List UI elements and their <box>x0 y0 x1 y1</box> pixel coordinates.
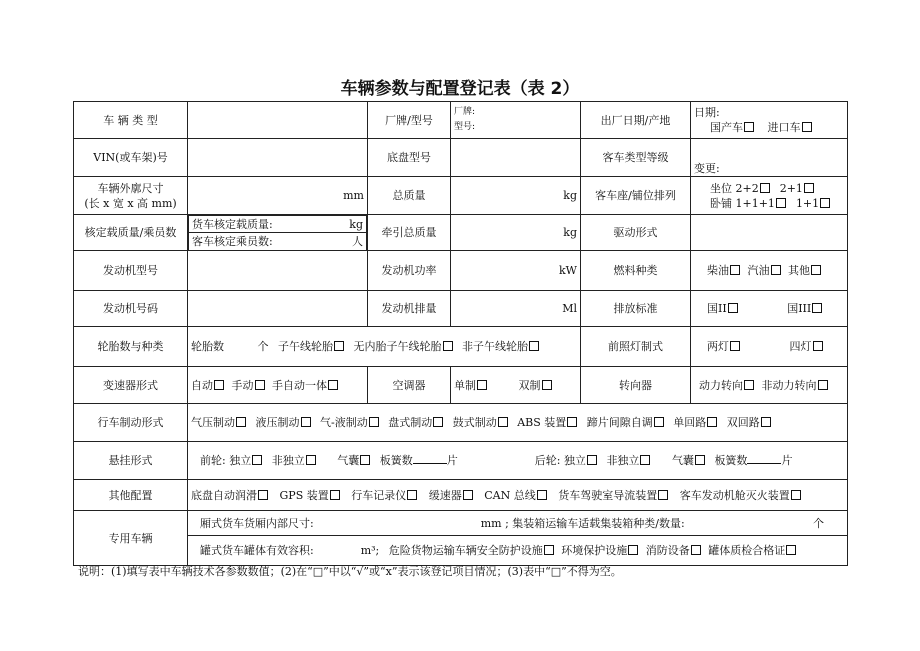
front-indep-label: 独立 <box>229 454 252 467</box>
lube-label: 底盘自动润滑 <box>191 488 257 502</box>
danger-goods-label: 危险货物运输车辆安全防护设施 <box>388 544 543 557</box>
checkbox-icon[interactable] <box>587 455 597 465</box>
gasoline-label: 汽油 <box>747 264 770 277</box>
bus-class-field[interactable] <box>691 139 848 177</box>
can-label: CAN 总线 <box>484 488 536 502</box>
checkbox-icon[interactable] <box>760 183 770 193</box>
airhyd-brake-label: 气-液制动 <box>320 416 368 429</box>
drive-field[interactable] <box>691 215 848 251</box>
power-steering-label: 动力转向 <box>699 378 743 392</box>
label-chassis: 底盘型号 <box>368 139 451 177</box>
checkbox-icon[interactable] <box>707 417 717 427</box>
checkbox-icon[interactable] <box>567 417 577 427</box>
box-size-label: 厢式货车货厢内部尺寸: <box>200 516 314 530</box>
front-leaf-label: 板簧数 <box>379 454 413 467</box>
chassis-field[interactable] <box>451 139 581 177</box>
total-mass-field[interactable] <box>451 177 581 215</box>
ac-field <box>451 367 581 404</box>
label-brand-model: 厂牌/型号 <box>368 102 451 139</box>
checkbox-icon[interactable] <box>334 341 344 351</box>
checkbox-icon[interactable] <box>776 198 786 208</box>
checkbox-icon[interactable] <box>695 455 705 465</box>
label-tires: 轮胎数与种类 <box>74 327 188 367</box>
seat-arrangement-field[interactable] <box>691 177 848 215</box>
tank-truck-field <box>188 536 848 566</box>
checkbox-icon[interactable] <box>628 545 638 555</box>
registration-table <box>73 101 848 566</box>
date-label: 日期: <box>694 106 720 119</box>
checkbox-icon[interactable] <box>407 490 417 500</box>
label-bus-class: 客车类型等级 <box>581 139 691 177</box>
rear-air-label: 气囊 <box>671 454 694 467</box>
vin-field[interactable] <box>188 139 368 177</box>
checkbox-icon[interactable] <box>498 417 508 427</box>
checkbox-icon[interactable] <box>744 380 754 390</box>
label-steering: 转向器 <box>581 367 691 404</box>
headlight-field <box>691 327 848 367</box>
front-label: 前轮: <box>200 454 226 467</box>
unit-kg: kg <box>563 226 577 239</box>
model-label: 型号: <box>454 122 476 132</box>
hyd-brake-label: 液压制动 <box>255 416 300 429</box>
tank-cert-label: 罐体质检合格证 <box>708 544 786 557</box>
dimensions-field[interactable] <box>188 177 368 215</box>
checkbox-icon[interactable] <box>529 341 539 351</box>
other-fuel-label: 其他 <box>788 264 810 277</box>
checkbox-icon[interactable] <box>771 265 781 275</box>
checkbox-icon[interactable] <box>811 265 821 275</box>
nonpower-steering-label: 非动力转向 <box>761 378 817 392</box>
checkbox-icon[interactable] <box>728 303 738 313</box>
retarder-label: 缓速器 <box>428 488 462 502</box>
env-label: 环境保护设施 <box>561 544 628 557</box>
label-tow-mass: 牵引总质量 <box>368 215 451 251</box>
engine-model-field[interactable] <box>188 251 368 291</box>
checkbox-icon[interactable] <box>252 455 262 465</box>
unit-m3: m³; <box>360 544 380 557</box>
checkbox-icon[interactable] <box>730 265 740 275</box>
engine-power-field[interactable] <box>451 251 581 291</box>
berth11-label: 1+1 <box>795 196 820 210</box>
seat21-label: 2+1 <box>779 181 803 195</box>
checkbox-icon[interactable] <box>443 341 453 351</box>
unit-pian: 片 <box>781 454 793 467</box>
suspension-field <box>188 442 848 480</box>
label-vin: VIN(或车架)号 <box>74 139 188 177</box>
label-special-vehicle: 专用车辆 <box>74 511 188 566</box>
checkbox-icon[interactable] <box>818 380 828 390</box>
rear-leaf-label: 板簧数 <box>714 454 748 467</box>
unit-kg: kg <box>349 217 363 231</box>
checkbox-icon[interactable] <box>730 341 740 351</box>
form-title: 车辆参数与配置登记表（表 2） <box>340 79 580 99</box>
footnote: 说明：(1)填写表中车辆技术各参数数值；(2)在“□”中以“√”或“x”表示该登记项目情况；(3)表中“□”不得为空。 <box>78 565 622 578</box>
dimensions-sub: (长 x 宽 x 高 mm) <box>84 196 177 210</box>
unit-ml: Ml <box>562 302 577 315</box>
checkbox-icon[interactable] <box>691 545 701 555</box>
checkbox-icon[interactable] <box>369 417 379 427</box>
radial-label: 子午线轮胎 <box>278 340 333 353</box>
truck-load-label: 货车核定载质量: <box>192 217 273 231</box>
transmission-field <box>188 367 368 404</box>
tire-count-label: 轮胎数 <box>191 340 224 353</box>
tubeless-label: 无内胎子午线轮胎 <box>353 340 442 353</box>
dual-circuit-label: 双回路 <box>726 416 760 429</box>
tires-field <box>188 327 581 367</box>
auto-label: 自动 <box>191 378 213 392</box>
checkbox-icon[interactable] <box>258 490 268 500</box>
checkbox-icon[interactable] <box>802 122 812 132</box>
g3-label: 国III <box>787 302 812 315</box>
checkbox-icon[interactable] <box>542 380 552 390</box>
label-other-config: 其他配置 <box>74 480 188 511</box>
label-date-origin: 出厂日期/产地 <box>581 102 691 139</box>
checkbox-icon[interactable] <box>804 183 814 193</box>
rear-label: 后轮: <box>534 454 561 467</box>
dimensions-title: 车辆外廓尺寸 <box>97 181 164 195</box>
checkbox-icon[interactable] <box>658 490 668 500</box>
drum-brake-label: 鼓式制动 <box>452 416 497 429</box>
label-seat-arrangement: 客车座/铺位排列 <box>581 177 691 215</box>
label-vehicle-type: 车 辆 类 型 <box>74 102 188 139</box>
fire-equipment-label: 消防设备 <box>645 544 690 557</box>
bus-passengers-field[interactable] <box>189 233 367 250</box>
unit-mm: mm <box>343 189 364 202</box>
brake-field <box>188 404 848 442</box>
checkbox-icon[interactable] <box>786 545 796 555</box>
checkbox-icon[interactable] <box>812 303 822 313</box>
diesel-label: 柴油 <box>707 264 729 277</box>
checkbox-icon[interactable] <box>477 380 487 390</box>
checkbox-icon[interactable] <box>544 545 554 555</box>
checkbox-icon[interactable] <box>813 341 823 351</box>
fuel-field <box>691 251 848 291</box>
checkbox-icon[interactable] <box>214 380 224 390</box>
unit-person: 人 <box>352 235 363 248</box>
truck-load-field[interactable] <box>189 216 367 233</box>
label-engine-model: 发动机型号 <box>74 251 188 291</box>
label-ac: 空调器 <box>368 367 451 404</box>
checkbox-icon[interactable] <box>433 417 443 427</box>
label-displacement: 发动机排量 <box>368 291 451 327</box>
brand-model-field[interactable] <box>451 102 581 139</box>
rear-indep-label: 独立 <box>563 454 586 467</box>
label-total-mass: 总质量 <box>368 177 451 215</box>
dual-label: 双制 <box>518 378 541 392</box>
emission-field <box>691 291 848 327</box>
checkbox-icon[interactable] <box>328 380 338 390</box>
checkbox-icon[interactable] <box>330 490 340 500</box>
checkbox-icon[interactable] <box>820 198 830 208</box>
seat22-label: 坐位 2+2 <box>710 181 759 195</box>
container-label: mm ; 集装箱运输车适载集装箱种类/数量: <box>480 516 685 530</box>
unit-kw: kW <box>559 264 577 277</box>
checkbox-icon[interactable] <box>255 380 265 390</box>
checkbox-icon[interactable] <box>537 490 547 500</box>
label-drive: 驱动形式 <box>581 215 691 251</box>
import-label: 进口车 <box>767 121 801 134</box>
tow-mass-field[interactable] <box>451 215 581 251</box>
displacement-field[interactable] <box>451 291 581 327</box>
date-origin-field[interactable] <box>691 102 848 139</box>
checkbox-icon[interactable] <box>360 455 370 465</box>
other-config-field <box>188 480 848 511</box>
label-engine-number: 发动机号码 <box>74 291 188 327</box>
domestic-label: 国产车 <box>710 121 743 134</box>
label-transmission: 变速器形式 <box>74 367 188 404</box>
label-engine-power: 发动机功率 <box>368 251 451 291</box>
front-nonindep-label: 非独立 <box>271 454 305 467</box>
checkbox-icon[interactable] <box>236 417 246 427</box>
checkbox-icon[interactable] <box>640 455 650 465</box>
g2-label: 国II <box>707 302 727 315</box>
checkbox-icon[interactable] <box>301 417 311 427</box>
single-label: 单制 <box>454 378 476 392</box>
engine-number-field[interactable] <box>188 291 368 327</box>
change-label: 变更: <box>694 162 720 175</box>
steering-field <box>691 367 848 404</box>
unit-kg: kg <box>563 189 577 202</box>
label-brake: 行车制动形式 <box>74 404 188 442</box>
bias-label: 非子午线轮胎 <box>462 340 528 353</box>
two-light-label: 两灯 <box>707 340 729 353</box>
disc-brake-label: 盘式制动 <box>388 416 433 429</box>
checkbox-icon[interactable] <box>761 417 771 427</box>
brand-label: 厂牌: <box>454 107 476 117</box>
checkbox-icon[interactable] <box>654 417 664 427</box>
rear-leaf-input[interactable] <box>747 453 781 464</box>
gap-adjust-label: 蹄片间隙自调 <box>586 416 653 429</box>
berth111-label: 卧铺 1+1+1 <box>710 196 775 210</box>
label-load-passengers: 核定载质量/乘员数 <box>74 215 188 251</box>
box-truck-field <box>188 511 848 536</box>
manual-label: 手动 <box>231 378 254 392</box>
gps-label: GPS 装置 <box>279 488 329 502</box>
tank-volume-label: 罐式货车罐体有效容积: <box>200 544 314 557</box>
label-emission: 排放标准 <box>581 291 691 327</box>
checkbox-icon[interactable] <box>463 490 473 500</box>
rear-nonindep-label: 非独立 <box>606 454 640 467</box>
recorder-label: 行车记录仪 <box>351 488 407 502</box>
fire-suppression-label: 客车发动机舱灭火装置 <box>679 488 790 502</box>
label-dimensions <box>74 177 188 215</box>
semi-label: 手自动一体 <box>272 378 327 392</box>
label-headlight: 前照灯制式 <box>581 327 691 367</box>
deflector-label: 货车驾驶室导流装置 <box>558 488 658 502</box>
checkbox-icon[interactable] <box>744 122 754 132</box>
label-suspension: 悬挂形式 <box>74 442 188 480</box>
front-air-label: 气囊 <box>337 454 360 467</box>
checkbox-icon[interactable] <box>306 455 316 465</box>
load-passengers-field <box>188 215 368 251</box>
unit-pian: 片 <box>446 454 458 467</box>
label-fuel: 燃料种类 <box>581 251 691 291</box>
bus-pass-label: 客车核定乘员数: <box>192 235 273 248</box>
unit-ge: 个 <box>257 340 269 353</box>
abs-label: ABS 装置 <box>517 416 567 429</box>
front-leaf-input[interactable] <box>413 453 447 464</box>
vehicle-type-field[interactable] <box>188 102 368 139</box>
checkbox-icon[interactable] <box>791 490 801 500</box>
single-circuit-label: 单回路 <box>673 416 707 429</box>
air-brake-label: 气压制动 <box>191 416 235 429</box>
four-light-label: 四灯 <box>789 340 812 353</box>
unit-ge: 个 <box>813 516 824 530</box>
